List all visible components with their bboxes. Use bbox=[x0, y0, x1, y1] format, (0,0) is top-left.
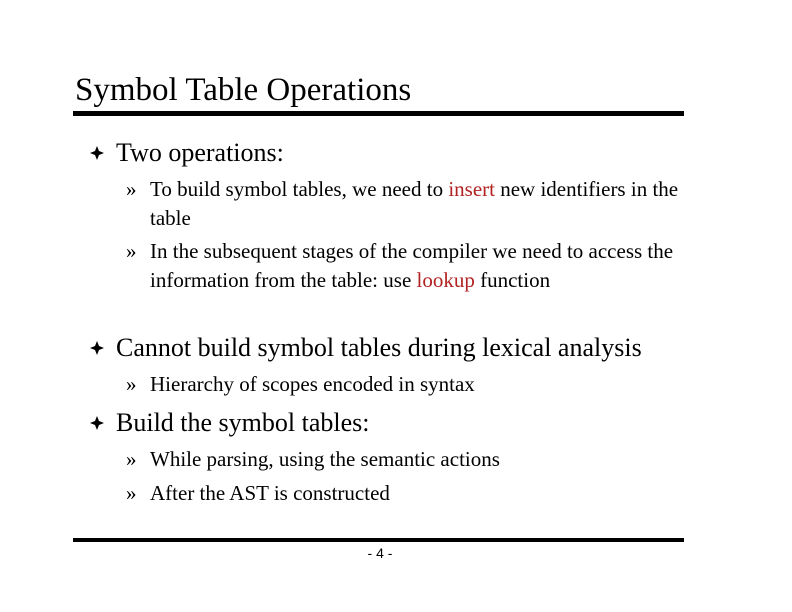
sub-text-part: To build symbol tables, we need to bbox=[150, 177, 449, 201]
sub-bullet-text bbox=[150, 175, 706, 233]
sub-bullet-text: After the AST is constructed bbox=[150, 481, 390, 505]
keyword-lookup: lookup bbox=[416, 268, 475, 292]
sub-bullet-2-1 bbox=[126, 370, 706, 399]
sub-bullet-1-1 bbox=[126, 175, 706, 233]
sub-bullet-marker: » bbox=[126, 447, 137, 471]
sub-bullet-3-2 bbox=[126, 479, 706, 508]
bullet-text: Build the symbol tables: bbox=[116, 408, 370, 437]
keyword-insert: insert bbox=[448, 177, 495, 201]
sub-bullet-1-2 bbox=[126, 237, 706, 295]
sub-bullet-text: Hierarchy of scopes encoded in syntax bbox=[150, 372, 475, 396]
sub-bullet-marker: » bbox=[126, 177, 137, 201]
sub-bullet-marker: » bbox=[126, 372, 137, 396]
footer-rule bbox=[73, 538, 684, 542]
page-number: - 4 - bbox=[367, 545, 393, 561]
diamond-bullet-icon bbox=[90, 416, 104, 430]
sub-bullet-marker: » bbox=[126, 239, 137, 263]
bullet-text: Cannot build symbol tables during lexical analysis bbox=[116, 333, 642, 362]
bullet-text: Two operations: bbox=[116, 138, 284, 167]
sub-bullet-3-1 bbox=[126, 445, 706, 474]
sub-text-part: new identifiers in the table bbox=[150, 177, 679, 230]
sub-bullet-text bbox=[150, 237, 706, 295]
diamond-bullet-icon bbox=[90, 341, 104, 355]
sub-text-part: In the subsequent stages of the compiler we need to access the information from the table: use bbox=[150, 239, 674, 292]
sub-bullet-marker: » bbox=[126, 481, 137, 505]
sub-text-part: function bbox=[474, 268, 551, 292]
slide-title: Symbol Table Operations bbox=[75, 72, 412, 108]
title-underline bbox=[73, 111, 684, 116]
sub-bullet-text: While parsing, using the semantic actions bbox=[150, 447, 500, 471]
diamond-bullet-icon bbox=[90, 146, 104, 160]
